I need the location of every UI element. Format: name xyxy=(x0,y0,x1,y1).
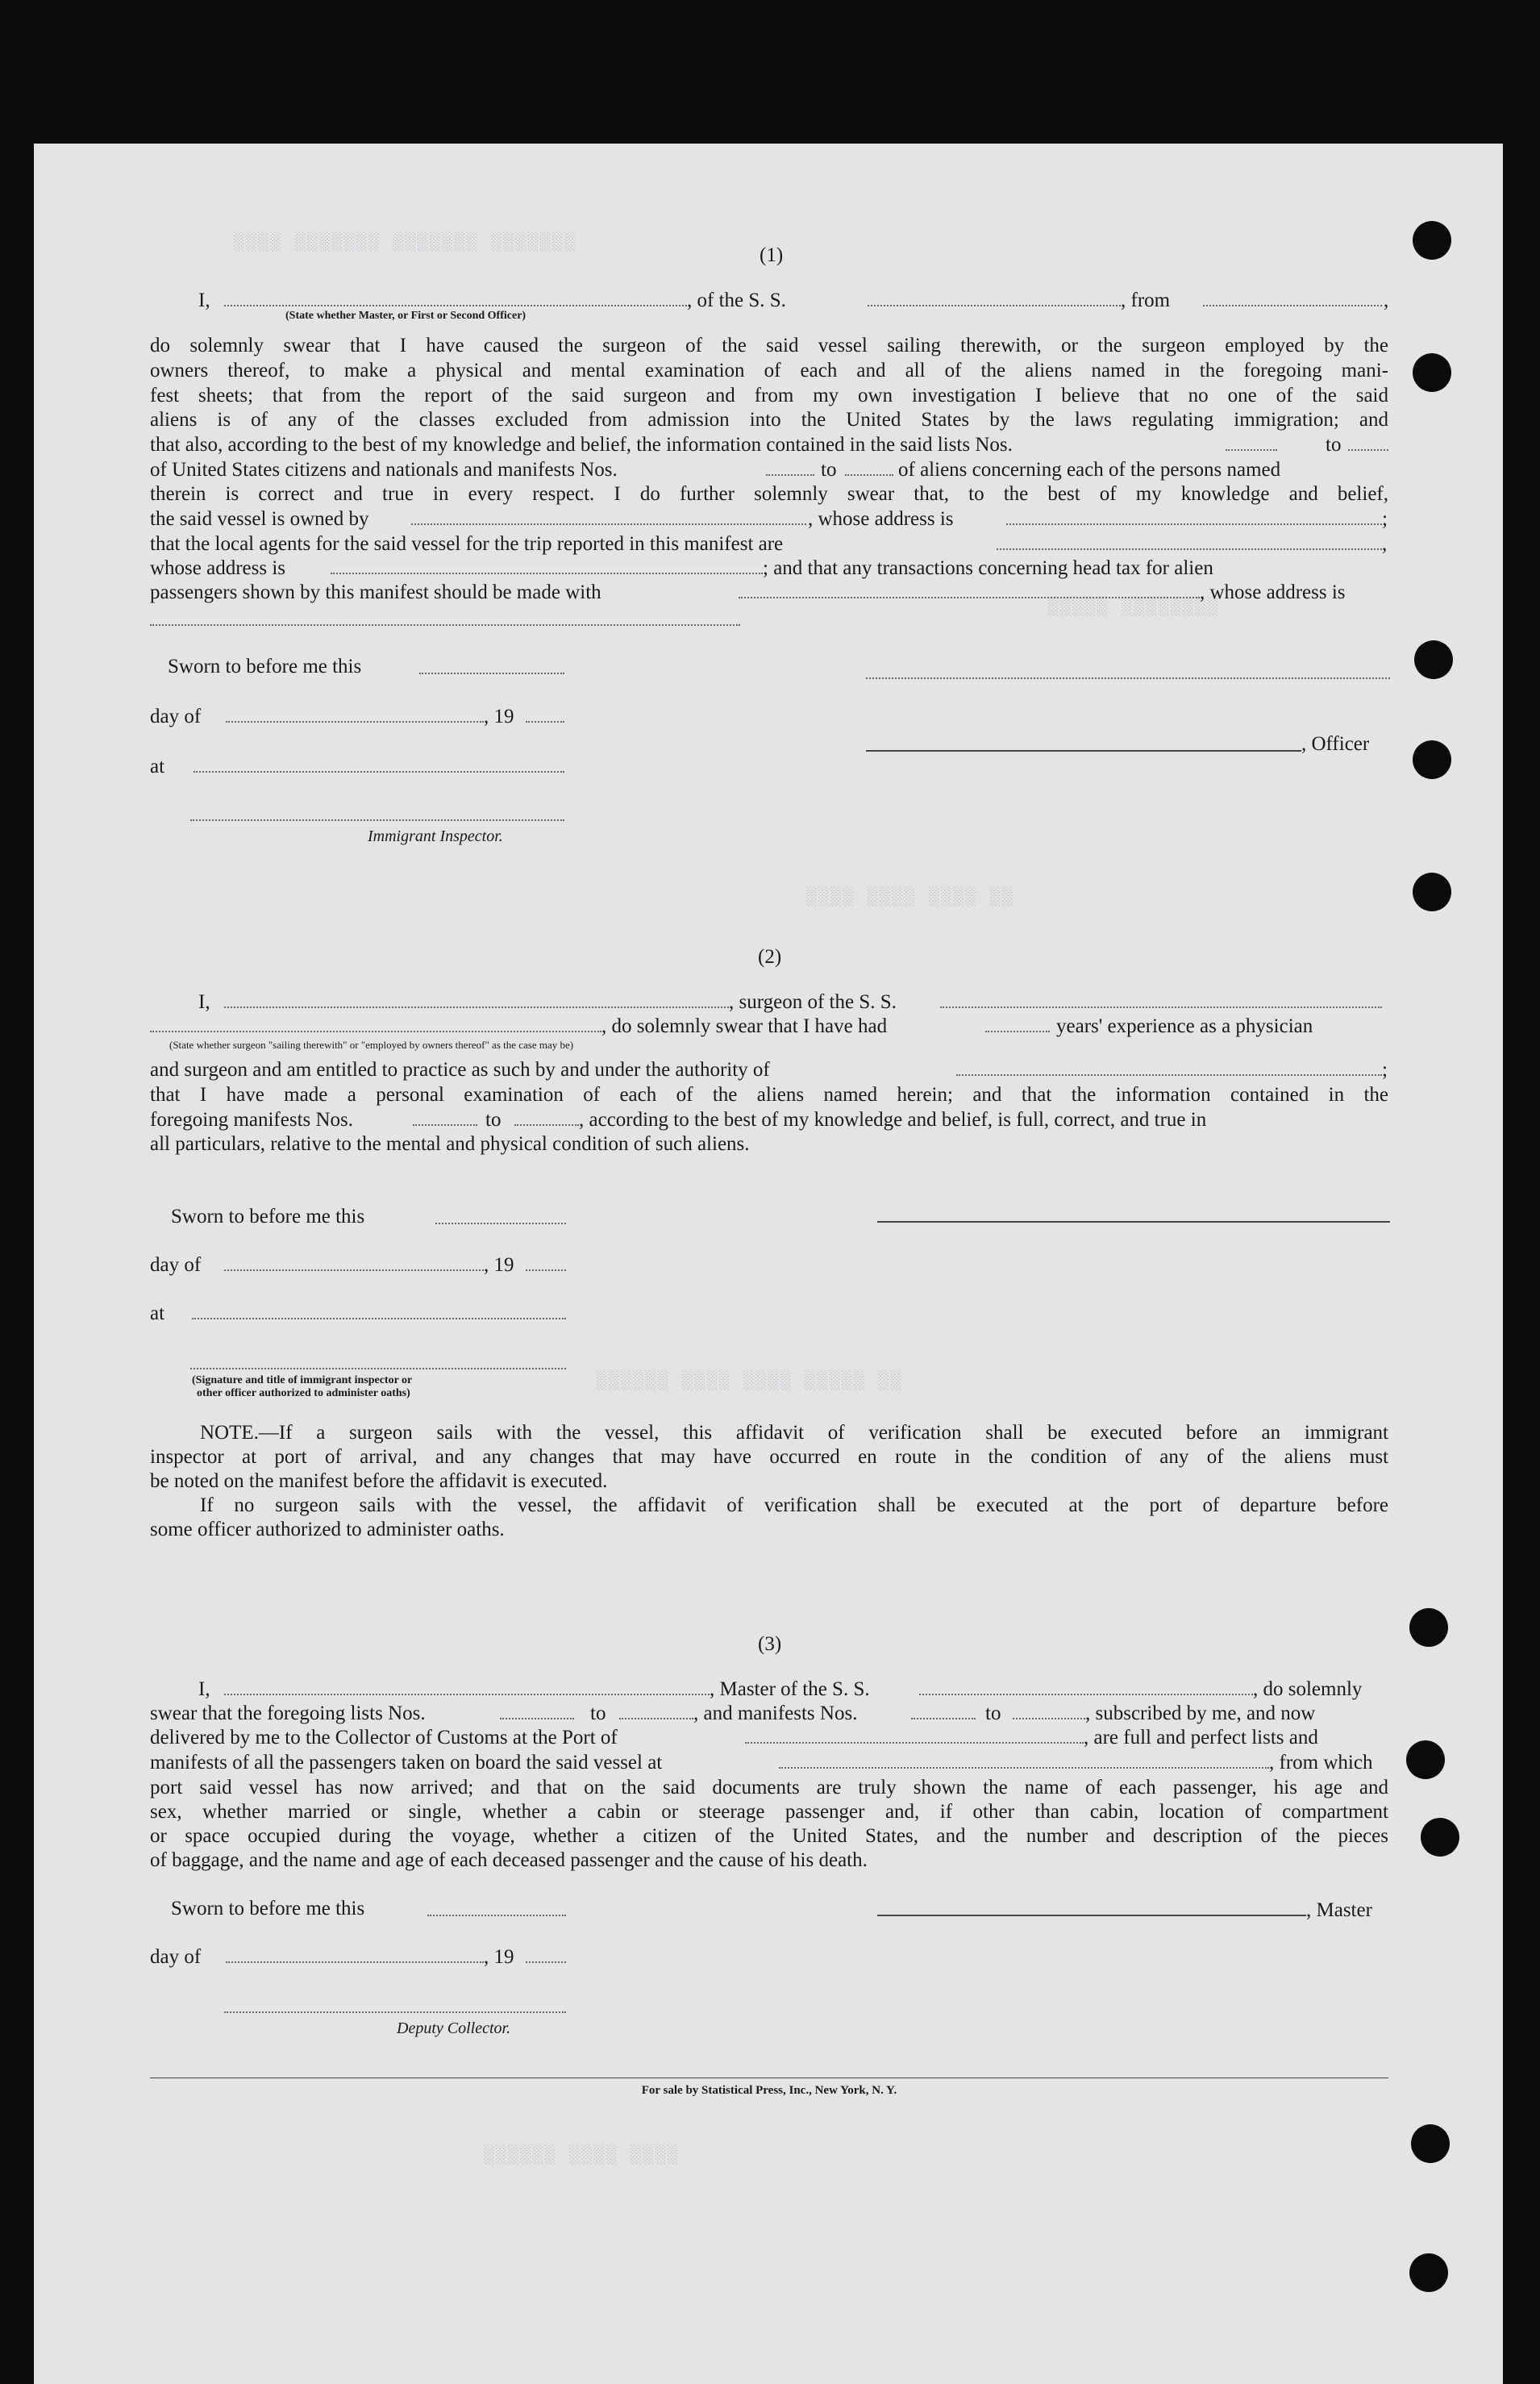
s3-lists-text: swear that the foregoing lists Nos. xyxy=(150,1703,426,1724)
note-line: inspector at port of arrival, and any changes that may have occurred en route in the condition of any of the aliens must xyxy=(150,1446,1388,1468)
s3-manifests-to-label: to xyxy=(985,1703,1001,1724)
s1-manifests-tail: of aliens concerning each of the persons named xyxy=(898,459,1281,481)
s3-master-signature-line[interactable] xyxy=(877,1915,1306,1916)
s1-semicolon: ; xyxy=(1382,508,1388,530)
s2-manifests-from-field[interactable] xyxy=(413,1124,477,1126)
s3-year-field[interactable] xyxy=(526,1961,566,1963)
s3-year-label: , 19 xyxy=(484,1946,514,1968)
s1-officer-label: , Officer xyxy=(1301,733,1370,755)
punch-hole xyxy=(1413,873,1451,911)
s1-head-tax-contact-field[interactable] xyxy=(739,597,1200,598)
s2-sig-note-line2: other officer authorized to administer oaths) xyxy=(197,1387,410,1399)
punch-hole xyxy=(1409,2253,1448,2292)
s1-agents-address-field[interactable] xyxy=(331,573,763,574)
s1-year-label: , 19 xyxy=(484,706,514,727)
s2-manifests-tail: , according to the best of my knowledge and belief, is full, correct, and true in xyxy=(579,1109,1207,1131)
s1-sworn-date-field[interactable] xyxy=(419,673,564,674)
s2-at-place-field[interactable] xyxy=(192,1318,566,1319)
s2-manifests-text: foregoing manifests Nos. xyxy=(150,1109,354,1131)
s3-ship-name-field[interactable] xyxy=(919,1694,1253,1695)
s3-manifests-to-field[interactable] xyxy=(1013,1718,1085,1719)
s3-lists-from-field[interactable] xyxy=(500,1718,574,1719)
s3-paragraph-line: port said vessel has now arrived; and that on the said documents are truly shown the name of each passenger, his age and xyxy=(150,1777,1388,1798)
s2-years-field[interactable] xyxy=(985,1031,1050,1032)
s3-subscribed-text: , subscribed by me, and now xyxy=(1085,1703,1316,1724)
bleed-through-text: ░░░░░ ░░░░░░░░ xyxy=(1048,597,1220,617)
s3-lists-to-field[interactable] xyxy=(619,1718,693,1719)
s1-lists-from-field[interactable] xyxy=(1226,449,1277,451)
s1-owned-by-text: the said vessel is owned by xyxy=(150,508,369,530)
s2-manifests-to-field[interactable] xyxy=(514,1124,579,1126)
s3-from-which: , from which xyxy=(1269,1752,1373,1773)
s1-manifests-to-label: to xyxy=(821,459,837,481)
punch-hole xyxy=(1409,1608,1448,1647)
s1-ship-name-field[interactable] xyxy=(868,305,1121,306)
s2-sworn-label: Sworn to before me this xyxy=(171,1206,365,1227)
s2-surgeon-of-label: , surgeon of the S. S. xyxy=(729,991,897,1013)
s1-owner-address-label: , whose address is xyxy=(808,508,954,530)
s1-agents-text: that the local agents for the said vessel for the trip reported in this manifest are xyxy=(150,533,784,555)
s3-master-label: , Master xyxy=(1306,1899,1372,1921)
section-2-number: (2) xyxy=(758,946,782,968)
s2-day-month-field[interactable] xyxy=(224,1269,484,1271)
s1-lists-text: that also, according to the best of my knowledge and belief, the information contained in the said lists Nos. xyxy=(150,434,1013,456)
s2-semicolon: ; xyxy=(1382,1059,1388,1081)
section-1-number: (1) xyxy=(760,244,784,266)
s1-paragraph-line: owners thereof, to make a physical and mental examination of each and all of the aliens named in the foregoing mani- xyxy=(150,360,1388,381)
s1-day-of-label: day of xyxy=(150,706,202,727)
s3-embark-port-field[interactable] xyxy=(779,1767,1269,1769)
s1-comma: , xyxy=(1382,533,1388,555)
s2-sig-note-line1: (Signature and title of immigrant inspector or xyxy=(192,1374,413,1386)
s3-day-of-label: day of xyxy=(150,1946,202,1968)
s3-port-text: delivered by me to the Collector of Customs at the Port of xyxy=(150,1727,618,1748)
s3-master-of-label: , Master of the S. S. xyxy=(710,1678,870,1700)
s3-deputy-label: Deputy Collector. xyxy=(397,2019,511,2037)
s1-whose-address-label: , whose address is xyxy=(1200,581,1346,603)
s3-deputy-signature-line[interactable] xyxy=(224,2011,566,2013)
s1-head-tax-address-field[interactable] xyxy=(150,624,740,626)
s1-manifests-text: of United States citizens and nationals and manifests Nos. xyxy=(150,459,618,481)
s1-officer-note: (State whether Master, or First or Second Officer) xyxy=(285,310,527,322)
s1-end-comma: , xyxy=(1384,290,1389,311)
s2-surgeon-note: (State whether surgeon "sailing therewith" or "employed by owners thereof" as the case may be) xyxy=(169,1039,574,1051)
s1-manifests-from-field[interactable] xyxy=(766,474,814,476)
s2-year-field[interactable] xyxy=(526,1269,566,1271)
note-line: be noted on the manifest before the affidavit is executed. xyxy=(150,1470,608,1492)
punch-hole xyxy=(1413,353,1451,392)
s2-paragraph-last: all particulars, relative to the mental and physical condition of such aliens. xyxy=(150,1133,750,1155)
s2-surgeon-type-field[interactable] xyxy=(150,1031,601,1032)
s3-manifests-label: , and manifests Nos. xyxy=(693,1703,858,1724)
s1-owner-address-field[interactable] xyxy=(1006,523,1382,525)
s1-from-port-field[interactable] xyxy=(1203,305,1382,306)
bleed-through-text: ░░░░░░ ░░░░ ░░░░ ░░░░░ ░░ xyxy=(597,1371,904,1391)
s1-at-label: at xyxy=(150,756,165,777)
s2-at-label: at xyxy=(150,1302,165,1324)
s1-manifests-to-field[interactable] xyxy=(845,474,893,476)
footer-printer-credit: For sale by Statistical Press, Inc., New York, N. Y. xyxy=(641,2084,897,2097)
s3-taken-text: manifests of all the passengers taken on board the said vessel at xyxy=(150,1752,663,1773)
s3-sworn-label: Sworn to before me this xyxy=(171,1898,365,1919)
punch-hole xyxy=(1421,1818,1459,1857)
s1-paragraph-line: do solemnly swear that I have caused the surgeon of the said vessel sailing therewith, or the surgeon employed by the xyxy=(150,335,1388,356)
s2-ship-name-field[interactable] xyxy=(940,1007,1382,1008)
punch-hole xyxy=(1413,740,1451,779)
section-3-number: (3) xyxy=(758,1633,782,1655)
punch-hole xyxy=(1413,221,1451,260)
s2-sworn-date-field[interactable] xyxy=(435,1223,566,1224)
s2-surgeon-signature-line[interactable] xyxy=(877,1221,1390,1223)
s1-officer-signature-line[interactable] xyxy=(866,750,1301,752)
bleed-through-text: ░░░░░░ ░░░░ ░░░░ xyxy=(484,2145,681,2165)
s3-manifests-from-field[interactable] xyxy=(911,1718,976,1719)
s2-surgeon-name-field[interactable] xyxy=(224,1007,729,1008)
s1-owner-field[interactable] xyxy=(411,523,806,525)
s1-from-label: , from xyxy=(1121,290,1171,311)
s2-i-label: I, xyxy=(198,991,210,1013)
s3-lists-to-label: to xyxy=(590,1703,606,1724)
punch-hole xyxy=(1414,640,1453,679)
s1-i-label: I, xyxy=(198,290,210,311)
s2-year-label: , 19 xyxy=(484,1254,514,1276)
note-line: NOTE.—If a surgeon sails with the vessel, this affidavit of verification shall be executed before an immigrant xyxy=(200,1422,1388,1444)
s3-do-solemnly: , do solemnly xyxy=(1253,1678,1363,1700)
s3-full-lists-text: , are full and perfect lists and xyxy=(1084,1727,1318,1748)
s2-day-of-label: day of xyxy=(150,1254,202,1276)
s1-paragraph-line: aliens is of any of the classes excluded from admission into the United States by the laws regulating immigration; and xyxy=(150,409,1388,431)
s3-paragraph-line: or space occupied during the voyage, whether a citizen of the United States, and the number and description of the pieces xyxy=(150,1825,1388,1847)
punch-hole xyxy=(1411,2124,1450,2163)
s1-at-place-field[interactable] xyxy=(194,771,564,773)
s1-inspector-signature-line[interactable] xyxy=(190,819,564,821)
note-line: If no surgeon sails with the vessel, the affidavit of verification shall be executed at the port of departure before xyxy=(200,1494,1388,1516)
s3-master-name-field[interactable] xyxy=(224,1694,710,1695)
s3-paragraph-last: of baggage, and the name and age of each deceased passenger and the cause of his death. xyxy=(150,1849,868,1871)
s2-solemnly-text: , do solemnly swear that I have had xyxy=(601,1015,888,1037)
s1-head-tax-passengers-text: passengers shown by this manifest should be made with xyxy=(150,581,601,603)
s1-head-tax-text: ; and that any transactions concerning head tax for alien xyxy=(763,557,1213,579)
s3-i-label: I, xyxy=(198,1678,210,1700)
s1-paragraph-line: fest sheets; that from the report of the said surgeon and from my own investigation I believe that no one of the said xyxy=(150,385,1388,406)
s2-signature-line[interactable] xyxy=(190,1368,566,1369)
s2-authority-text: and surgeon and am entitled to practice as such by and under the authority of xyxy=(150,1059,770,1081)
s2-paragraph-line: that I have made a personal examination of each of the aliens named herein; and that the information contained in the xyxy=(150,1084,1388,1106)
s1-of-ss-label: , of the S. S. xyxy=(687,290,786,311)
s1-sworn-label: Sworn to before me this xyxy=(168,656,362,677)
s1-officer-name-field[interactable] xyxy=(224,305,687,306)
s1-agents-field[interactable] xyxy=(997,548,1382,550)
s1-lists-to-field[interactable] xyxy=(1348,449,1388,451)
s3-paragraph-line: sex, whether married or single, whether a cabin or steerage passenger and, if other than cabin, location of compartment xyxy=(150,1801,1388,1823)
punch-hole xyxy=(1406,1740,1445,1779)
s1-day-month-field[interactable] xyxy=(226,721,484,723)
s3-port-field[interactable] xyxy=(745,1742,1084,1744)
s3-day-month-field[interactable] xyxy=(226,1961,484,1963)
bleed-through-text: ░░░░ ░░░░░░░ ░░░░░░░ ░░░░░░░ xyxy=(234,232,577,252)
s2-manifests-to-label: to xyxy=(485,1109,502,1131)
s1-inspector-label: Immigrant Inspector. xyxy=(368,827,503,845)
note-line: some officer authorized to administer oaths. xyxy=(150,1519,505,1540)
s2-years-text: years' experience as a physician xyxy=(1056,1015,1313,1037)
s1-officer-rank-line[interactable] xyxy=(866,677,1390,679)
s3-sworn-date-field[interactable] xyxy=(427,1915,566,1916)
bleed-through-text: ░░░░ ░░░░ ░░░░ ░░ xyxy=(806,887,1015,907)
s2-authority-field[interactable] xyxy=(956,1074,1382,1076)
s1-lists-to-label: to xyxy=(1326,434,1342,456)
s1-paragraph-line: therein is correct and true in every respect. I do further solemnly swear that, to the best of my knowledge and belief, xyxy=(150,483,1388,505)
s1-year-field[interactable] xyxy=(526,721,564,723)
s1-agents-address-label: whose address is xyxy=(150,557,286,579)
